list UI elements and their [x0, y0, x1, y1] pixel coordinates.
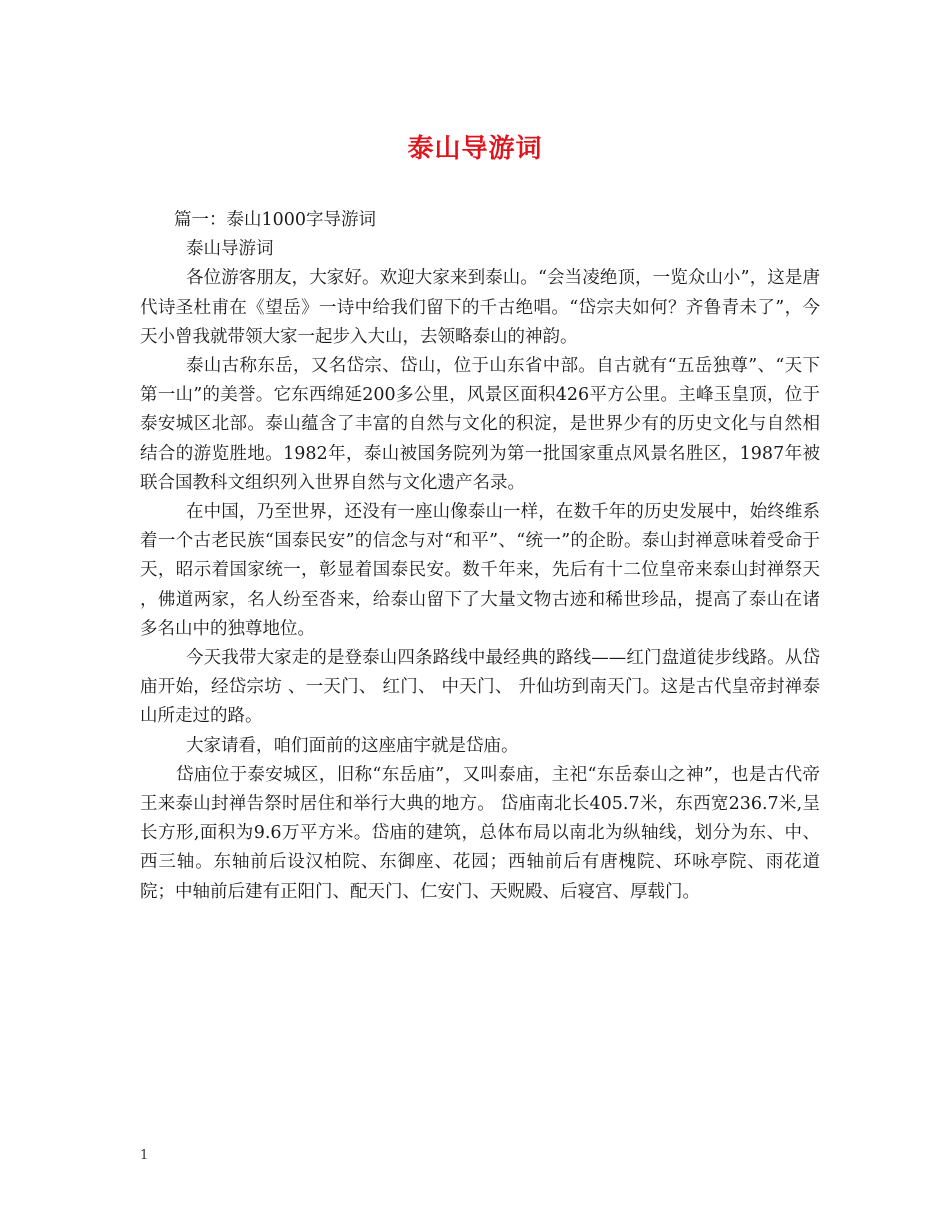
paragraph-route: 今天我带大家走的是登泰山四条路线中最经典的路线——红门盘道徒步线路。从岱庙开始，经岱宗坊 、一天门、 红门、 中天门、 升仙坊到南天门。这是古代皇帝封禅泰山所走过的路。	[140, 648, 820, 727]
document-body	[140, 206, 820, 907]
section-heading: 篇一：泰山1000字导游词	[174, 210, 377, 230]
document-title: 泰山导游词	[407, 134, 543, 164]
paragraph-overview: 泰山古称东岳，又名岱宗、岱山，位于山东省中部。自古就有“五岳独尊”、“天下第一山”的美誉。它东西绵延200多公里，风景区面积426平方公里。主峰玉皇顶，位于泰安城区北部。泰山蕴含了丰富的自然与文化的积淀，是世界少有的历史文化与自然相结合的游览胜地。1982年，泰山被国务院列为第一批国家重点风景名胜区，1987年被联合国教科文组织列入世界自然与文化遗产名录。	[140, 356, 820, 493]
sub-heading: 泰山导游词	[186, 239, 274, 260]
paragraph-history: 在中国，乃至世界，还没有一座山像泰山一样，在数千年的历史发展中，始终维系着一个古老民族“国泰民安”的信念与对“和平”、“统一”的企盼。泰山封禅意味着受命于天，昭示着国家统一，彰显着国泰民安。数千年来，先后有十二位皇帝来泰山封禅祭天 ，佛道两家，名人纷至沓来，给泰山留下了大量文物古迹和稀世珍品，提高了泰山在诸多名山中的独尊地位。	[140, 502, 820, 639]
paragraph-dai-temple-detail: 岱庙位于泰安城区，旧称“东岳庙”，又叫泰庙，主祀“东岳泰山之神”，也是古代帝王来泰山封禅告祭时居住和举行大典的地方。 岱庙南北长405.7米，东西宽236.7米,呈长方形,面积为9.6万平方米。岱庙的建筑，总体布局以南北为纵轴线，划分为东、中、西三轴。东轴前后设汉柏院、东御座、花园；西轴前后有唐槐院、环咏亭院、雨花道院；中轴前后建有正阳门、配天门、仁安门、天贶殿、后寝宫、厚载门。	[140, 764, 820, 902]
paragraph-dai-temple-intro: 大家请看，咱们面前的这座庙宇就是岱庙。	[186, 735, 519, 756]
paragraph-welcome: 各位游客朋友，大家好。欢迎大家来到泰山。“会当凌绝顶，一览众山小”，这是唐代诗圣杜甫在《望岳》一诗中给我们留下的千古绝唱。“岱宗夫如何？齐鲁青未了”，今天小曾我就带领大家一起步入大山，去领略泰山的神韵。	[140, 268, 820, 347]
page-number: 1	[140, 1148, 149, 1163]
